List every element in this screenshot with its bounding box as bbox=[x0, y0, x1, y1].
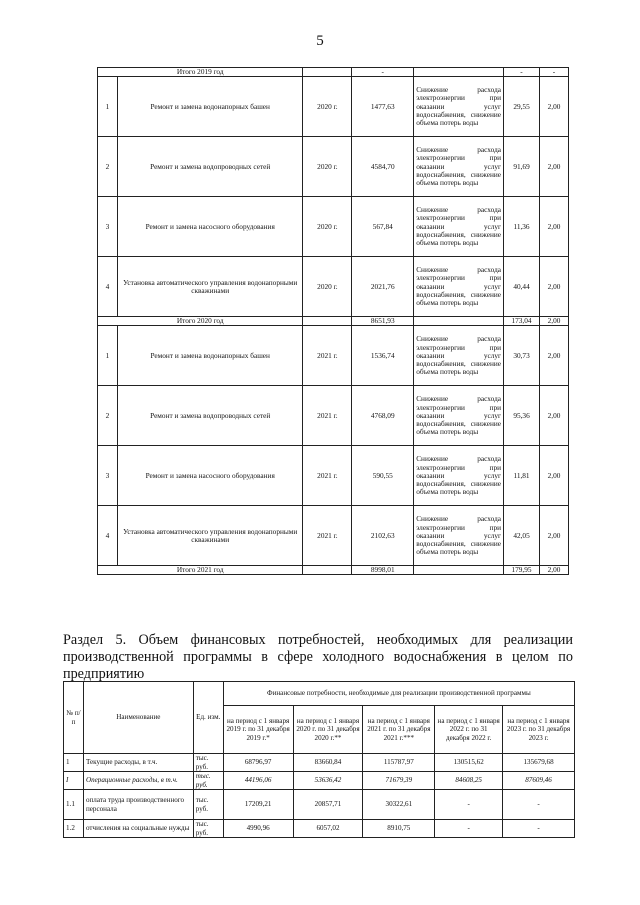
percent-value: 2,00 bbox=[540, 137, 569, 197]
value-cell: 115787,97 bbox=[363, 754, 435, 772]
header-period: на период с 1 января 2020 г. по 31 декабря 2020 г.** bbox=[293, 706, 363, 754]
effect-value: 95,36 bbox=[504, 386, 540, 446]
header-period: на период с 1 января 2021 г. по 31 декабря 2021 г.*** bbox=[363, 706, 435, 754]
financial-needs-table bbox=[63, 681, 575, 838]
percent-value: 2,00 bbox=[540, 386, 569, 446]
measure-name: Ремонт и замена водопроводных сетей bbox=[117, 137, 303, 197]
table-row bbox=[64, 772, 575, 790]
value-cell: 30322,61 bbox=[363, 790, 435, 820]
total-row bbox=[98, 317, 569, 326]
year-cell: 2021 г. bbox=[303, 506, 352, 566]
value-cell: 68796,97 bbox=[223, 754, 293, 772]
effect-description bbox=[414, 68, 504, 77]
unit-cell: тыс. руб. bbox=[193, 790, 223, 820]
total-label: Итого 2019 год bbox=[98, 68, 303, 77]
value-cell: 84608,25 bbox=[435, 772, 503, 790]
value-cell: - bbox=[435, 790, 503, 820]
value-cell: 4990,96 bbox=[223, 820, 293, 838]
effect-value: 91,69 bbox=[504, 137, 540, 197]
effect-value: 11,81 bbox=[504, 446, 540, 506]
effect-value: 30,73 bbox=[504, 326, 540, 386]
header-period: на период с 1 января 2023 г. по 31 декабря 2023 г. bbox=[503, 706, 575, 754]
value-cell: - bbox=[503, 820, 575, 838]
year-cell: 2020 г. bbox=[303, 137, 352, 197]
table-row bbox=[98, 506, 569, 566]
section-title: Раздел 5. Объем финансовых потребностей, необходимых для реализации производственной программы в сфере холодного водоснабжения в целом по предприятию bbox=[63, 632, 573, 682]
page-number: 5 bbox=[316, 33, 324, 49]
value-cell: 20857,71 bbox=[293, 790, 363, 820]
amount-cell: - bbox=[352, 68, 414, 77]
value-cell: 135679,68 bbox=[503, 754, 575, 772]
value-cell: 83660,84 bbox=[293, 754, 363, 772]
effect-value: 29,55 bbox=[504, 77, 540, 137]
row-number: 1.1 bbox=[64, 790, 84, 820]
effect-description bbox=[414, 317, 504, 326]
row-number: 2 bbox=[98, 137, 118, 197]
unit-cell: тыс. руб. bbox=[193, 820, 223, 838]
percent-value: - bbox=[540, 68, 569, 77]
year-cell: 2021 г. bbox=[303, 326, 352, 386]
effect-value: 42,05 bbox=[504, 506, 540, 566]
effect-description: Снижение расхода электроэнергии при оказании услуг водоснабжения, снижение объема потерь воды bbox=[414, 257, 504, 317]
table-row bbox=[98, 257, 569, 317]
value-cell: 130515,62 bbox=[435, 754, 503, 772]
percent-value: 2,00 bbox=[540, 77, 569, 137]
amount-cell: 2021,76 bbox=[352, 257, 414, 317]
table-row bbox=[64, 790, 575, 820]
amount-cell: 1477,63 bbox=[352, 77, 414, 137]
table-row bbox=[98, 386, 569, 446]
total-label: Итого 2020 год bbox=[98, 317, 303, 326]
row-name: оплата труда производственного персонала bbox=[83, 790, 193, 820]
effect-description: Снижение расхода электроэнергии при оказании услуг водоснабжения, снижение объема потерь воды bbox=[414, 137, 504, 197]
row-number: 2 bbox=[98, 386, 118, 446]
table-row bbox=[98, 326, 569, 386]
measure-name: Ремонт и замена насосного оборудования bbox=[117, 197, 303, 257]
table-row bbox=[64, 754, 575, 772]
year-cell bbox=[303, 68, 352, 77]
measure-name: Ремонт и замена насосного оборудования bbox=[117, 446, 303, 506]
effect-value: 40,44 bbox=[504, 257, 540, 317]
total-row bbox=[98, 68, 569, 77]
header-name: Наименование bbox=[83, 682, 193, 754]
percent-value: 2,00 bbox=[540, 197, 569, 257]
row-number: 1.2 bbox=[64, 820, 84, 838]
effect-description: Снижение расхода электроэнергии при оказании услуг водоснабжения, снижение объема потерь воды bbox=[414, 446, 504, 506]
year-cell: 2021 г. bbox=[303, 386, 352, 446]
amount-cell: 1536,74 bbox=[352, 326, 414, 386]
year-cell: 2021 г. bbox=[303, 446, 352, 506]
investment-table bbox=[97, 67, 569, 575]
value-cell: 71679,39 bbox=[363, 772, 435, 790]
effect-value: - bbox=[504, 68, 540, 77]
row-number: 1 bbox=[98, 77, 118, 137]
measure-name: Ремонт и замена водонапорных башен bbox=[117, 77, 303, 137]
row-number: 4 bbox=[98, 257, 118, 317]
unit-cell: тыс. руб. bbox=[193, 754, 223, 772]
amount-cell: 8651,93 bbox=[352, 317, 414, 326]
value-cell: 6057,02 bbox=[293, 820, 363, 838]
effect-description: Снижение расхода электроэнергии при оказании услуг водоснабжения, снижение объема потерь воды bbox=[414, 506, 504, 566]
row-name: Операционные расходы, в т.ч. bbox=[83, 772, 193, 790]
effect-description: Снижение расхода электроэнергии при оказании услуг водоснабжения, снижение объема потерь воды bbox=[414, 197, 504, 257]
measure-name: Установка автоматического управления водонапорными скважинами bbox=[117, 257, 303, 317]
total-label: Итого 2021 год bbox=[98, 566, 303, 575]
effect-description: Снижение расхода электроэнергии при оказании услуг водоснабжения, снижение объема потерь воды bbox=[414, 386, 504, 446]
value-cell: 8910,75 bbox=[363, 820, 435, 838]
header-period: на период с 1 января 2019 г. по 31 декабря 2019 г.* bbox=[223, 706, 293, 754]
measure-name: Ремонт и замена водонапорных башен bbox=[117, 326, 303, 386]
effect-value: 173,04 bbox=[504, 317, 540, 326]
value-cell: - bbox=[435, 820, 503, 838]
value-cell: - bbox=[503, 790, 575, 820]
percent-value: 2,00 bbox=[540, 506, 569, 566]
table-row bbox=[98, 137, 569, 197]
header-group: Финансовые потребности, необходимые для реализации производственной программы bbox=[223, 682, 574, 706]
amount-cell: 8998,01 bbox=[352, 566, 414, 575]
table-row bbox=[98, 77, 569, 137]
percent-value: 2,00 bbox=[540, 326, 569, 386]
amount-cell: 2102,63 bbox=[352, 506, 414, 566]
unit-cell: тыс. руб. bbox=[193, 772, 223, 790]
amount-cell: 4584,70 bbox=[352, 137, 414, 197]
value-cell: 53636,42 bbox=[293, 772, 363, 790]
header-num: № п/п bbox=[64, 682, 84, 754]
row-name: Текущие расходы, в т.ч. bbox=[83, 754, 193, 772]
effect-value: 11,36 bbox=[504, 197, 540, 257]
row-number: 3 bbox=[98, 197, 118, 257]
effect-description bbox=[414, 566, 504, 575]
table-row bbox=[64, 820, 575, 838]
row-number: 1 bbox=[98, 326, 118, 386]
value-cell: 44196,06 bbox=[223, 772, 293, 790]
row-number: I bbox=[64, 772, 84, 790]
percent-value: 2,00 bbox=[540, 257, 569, 317]
value-cell: 17209,21 bbox=[223, 790, 293, 820]
year-cell: 2020 г. bbox=[303, 77, 352, 137]
value-cell: 87609,46 bbox=[503, 772, 575, 790]
amount-cell: 590,55 bbox=[352, 446, 414, 506]
row-number: 3 bbox=[98, 446, 118, 506]
row-number: 1 bbox=[64, 754, 84, 772]
row-name: отчисления на социальные нужды bbox=[83, 820, 193, 838]
year-cell: 2020 г. bbox=[303, 197, 352, 257]
year-cell bbox=[303, 566, 352, 575]
percent-value: 2,00 bbox=[540, 317, 569, 326]
percent-value: 2,00 bbox=[540, 566, 569, 575]
total-row bbox=[98, 566, 569, 575]
header-period: на период с 1 января 2022 г. по 31 декабря 2022 г. bbox=[435, 706, 503, 754]
percent-value: 2,00 bbox=[540, 446, 569, 506]
row-number: 4 bbox=[98, 506, 118, 566]
year-cell bbox=[303, 317, 352, 326]
amount-cell: 4768,09 bbox=[352, 386, 414, 446]
effect-description: Снижение расхода электроэнергии при оказании услуг водоснабжения, снижение объема потерь воды bbox=[414, 326, 504, 386]
table-row bbox=[98, 446, 569, 506]
table-row bbox=[98, 197, 569, 257]
measure-name: Ремонт и замена водопроводных сетей bbox=[117, 386, 303, 446]
effect-description: Снижение расхода электроэнергии при оказании услуг водоснабжения, снижение объема потерь воды bbox=[414, 77, 504, 137]
year-cell: 2020 г. bbox=[303, 257, 352, 317]
measure-name: Установка автоматического управления водонапорными скважинами bbox=[117, 506, 303, 566]
header-unit: Ед. изм. bbox=[193, 682, 223, 754]
effect-value: 179,95 bbox=[504, 566, 540, 575]
amount-cell: 567,84 bbox=[352, 197, 414, 257]
